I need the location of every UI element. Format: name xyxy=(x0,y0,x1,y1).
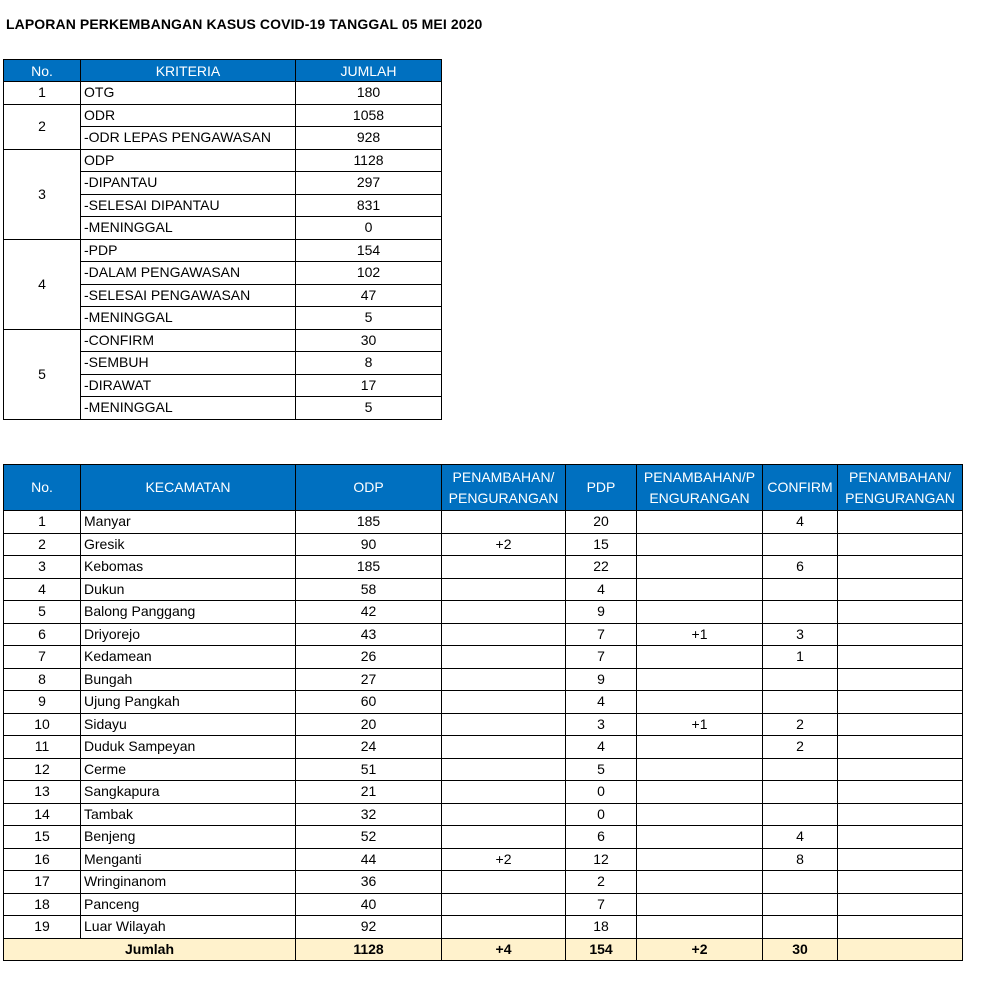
district-pdp-change xyxy=(637,848,763,871)
district-pdp-change xyxy=(637,646,763,669)
district-odp-change: +2 xyxy=(442,848,566,871)
district-no: 6 xyxy=(4,623,81,646)
district-name: Wringinanom xyxy=(81,871,296,894)
district-odp-change: +2 xyxy=(442,533,566,556)
district-confirm xyxy=(763,691,838,714)
district-no: 3 xyxy=(4,556,81,579)
criteria-label: -DALAM PENGAWASAN xyxy=(81,262,296,285)
table-row xyxy=(4,916,963,939)
district-odp: 60 xyxy=(296,691,442,714)
district-confirm: 6 xyxy=(763,556,838,579)
district-odp: 26 xyxy=(296,646,442,669)
table-row xyxy=(4,556,963,579)
district-odp: 20 xyxy=(296,713,442,736)
district-confirm-change xyxy=(838,916,963,939)
district-pdp: 7 xyxy=(566,646,637,669)
district-pdp: 5 xyxy=(566,758,637,781)
district-no: 19 xyxy=(4,916,81,939)
total-pdp: 154 xyxy=(566,938,637,961)
criteria-table xyxy=(3,59,442,420)
district-confirm xyxy=(763,781,838,804)
district-odp-change xyxy=(442,826,566,849)
district-no: 13 xyxy=(4,781,81,804)
district-confirm-change xyxy=(838,668,963,691)
criteria-value: 154 xyxy=(296,239,442,262)
criteria-value: 0 xyxy=(296,217,442,240)
criteria-label: ODP xyxy=(81,149,296,172)
district-odp-change xyxy=(442,871,566,894)
criteria-label: -DIPANTAU xyxy=(81,172,296,195)
district-no: 7 xyxy=(4,646,81,669)
criteria-value: 5 xyxy=(296,307,442,330)
header-confirm: CONFIRM xyxy=(763,465,838,511)
district-no: 17 xyxy=(4,871,81,894)
district-name: Kebomas xyxy=(81,556,296,579)
criteria-value: 17 xyxy=(296,374,442,397)
district-pdp-change xyxy=(637,556,763,579)
district-confirm-change xyxy=(838,511,963,534)
district-confirm xyxy=(763,803,838,826)
criteria-label: -DIRAWAT xyxy=(81,374,296,397)
criteria-header-row xyxy=(4,60,442,82)
criteria-value: 47 xyxy=(296,284,442,307)
district-confirm-change xyxy=(838,736,963,759)
district-pdp-change xyxy=(637,601,763,624)
district-pdp-change xyxy=(637,691,763,714)
district-odp-change xyxy=(442,556,566,579)
criteria-label: -SELESAI PENGAWASAN xyxy=(81,284,296,307)
district-name: Sangkapura xyxy=(81,781,296,804)
table-row xyxy=(4,691,963,714)
district-table-body xyxy=(4,511,963,939)
header-pdp-change-line2: ENGURANGAN xyxy=(649,489,750,506)
district-no: 10 xyxy=(4,713,81,736)
district-pdp-change xyxy=(637,668,763,691)
district-pdp: 6 xyxy=(566,826,637,849)
criteria-row xyxy=(4,149,442,172)
table-row xyxy=(4,533,963,556)
criteria-label: ODR xyxy=(81,104,296,127)
district-pdp-change xyxy=(637,916,763,939)
criteria-group-no: 3 xyxy=(4,149,81,239)
district-confirm-change xyxy=(838,691,963,714)
district-pdp: 4 xyxy=(566,691,637,714)
criteria-value: 1058 xyxy=(296,104,442,127)
district-pdp: 9 xyxy=(566,601,637,624)
district-confirm: 1 xyxy=(763,646,838,669)
district-odp: 185 xyxy=(296,511,442,534)
district-pdp: 0 xyxy=(566,781,637,804)
district-name: Driyorejo xyxy=(81,623,296,646)
district-odp-change xyxy=(442,713,566,736)
district-pdp: 7 xyxy=(566,893,637,916)
district-odp-change xyxy=(442,601,566,624)
district-confirm xyxy=(763,871,838,894)
table-row xyxy=(4,826,963,849)
criteria-value: 831 xyxy=(296,194,442,217)
district-name: Panceng xyxy=(81,893,296,916)
criteria-value: 928 xyxy=(296,127,442,150)
district-confirm: 2 xyxy=(763,713,838,736)
district-confirm-change xyxy=(838,713,963,736)
criteria-group-no: 1 xyxy=(4,82,81,105)
district-pdp: 9 xyxy=(566,668,637,691)
district-confirm-change xyxy=(838,826,963,849)
header-confirm-change xyxy=(838,465,963,511)
criteria-value: 8 xyxy=(296,352,442,375)
district-confirm xyxy=(763,893,838,916)
criteria-row xyxy=(4,104,442,127)
district-odp-change xyxy=(442,803,566,826)
district-no: 9 xyxy=(4,691,81,714)
district-pdp-change xyxy=(637,511,763,534)
table-row xyxy=(4,893,963,916)
criteria-label: -SEMBUH xyxy=(81,352,296,375)
district-odp: 92 xyxy=(296,916,442,939)
district-name: Gresik xyxy=(81,533,296,556)
criteria-label: -MENINGGAL xyxy=(81,397,296,420)
table-row xyxy=(4,758,963,781)
header-pdp-change-line1: PENAMBAHAN/P xyxy=(643,468,756,485)
district-confirm xyxy=(763,916,838,939)
district-no: 5 xyxy=(4,601,81,624)
district-odp: 58 xyxy=(296,578,442,601)
district-odp-change xyxy=(442,668,566,691)
district-name: Benjeng xyxy=(81,826,296,849)
total-pdp-change: +2 xyxy=(637,938,763,961)
table-row xyxy=(4,871,963,894)
criteria-label: OTG xyxy=(81,82,296,105)
table-row xyxy=(4,511,963,534)
table-row xyxy=(4,578,963,601)
district-odp: 24 xyxy=(296,736,442,759)
criteria-value: 297 xyxy=(296,172,442,195)
district-odp-change xyxy=(442,578,566,601)
district-no: 12 xyxy=(4,758,81,781)
district-odp-change xyxy=(442,736,566,759)
district-odp: 185 xyxy=(296,556,442,579)
district-odp: 51 xyxy=(296,758,442,781)
district-name: Menganti xyxy=(81,848,296,871)
district-odp: 90 xyxy=(296,533,442,556)
district-odp: 32 xyxy=(296,803,442,826)
district-pdp-change xyxy=(637,736,763,759)
total-label: Jumlah xyxy=(4,938,296,961)
table-row xyxy=(4,601,963,624)
total-odp: 1128 xyxy=(296,938,442,961)
criteria-group-no: 4 xyxy=(4,239,81,329)
district-table xyxy=(3,464,963,961)
district-pdp: 3 xyxy=(566,713,637,736)
district-confirm-change xyxy=(838,533,963,556)
criteria-value: 30 xyxy=(296,329,442,352)
criteria-row xyxy=(4,329,442,352)
table-row xyxy=(4,623,963,646)
district-confirm: 4 xyxy=(763,826,838,849)
district-odp-change xyxy=(442,646,566,669)
header-kriteria: KRITERIA xyxy=(81,60,296,82)
total-confirm: 30 xyxy=(763,938,838,961)
district-odp: 27 xyxy=(296,668,442,691)
district-odp-change xyxy=(442,691,566,714)
header-kecamatan: KECAMATAN xyxy=(81,465,296,511)
district-odp-change xyxy=(442,623,566,646)
district-pdp: 12 xyxy=(566,848,637,871)
district-confirm: 4 xyxy=(763,511,838,534)
district-name: Luar Wilayah xyxy=(81,916,296,939)
table-row xyxy=(4,713,963,736)
table-row xyxy=(4,668,963,691)
district-pdp: 4 xyxy=(566,736,637,759)
total-odp-change: +4 xyxy=(442,938,566,961)
district-odp: 40 xyxy=(296,893,442,916)
criteria-row xyxy=(4,82,442,105)
header-no: No. xyxy=(4,60,81,82)
district-no: 16 xyxy=(4,848,81,871)
district-name: Cerme xyxy=(81,758,296,781)
district-confirm-change xyxy=(838,758,963,781)
district-pdp-change xyxy=(637,826,763,849)
criteria-label: -SELESAI DIPANTAU xyxy=(81,194,296,217)
district-pdp-change xyxy=(637,871,763,894)
district-confirm-change xyxy=(838,623,963,646)
district-name: Dukun xyxy=(81,578,296,601)
table-row xyxy=(4,646,963,669)
district-confirm-change xyxy=(838,646,963,669)
table-row xyxy=(4,781,963,804)
header-odp-change-line2: PENGURANGAN xyxy=(448,489,559,506)
criteria-value: 180 xyxy=(296,82,442,105)
table-row xyxy=(4,848,963,871)
district-pdp: 22 xyxy=(566,556,637,579)
district-name: Sidayu xyxy=(81,713,296,736)
district-confirm-change xyxy=(838,781,963,804)
district-pdp: 20 xyxy=(566,511,637,534)
district-pdp-change xyxy=(637,533,763,556)
total-confirm-change xyxy=(838,938,963,961)
criteria-value: 102 xyxy=(296,262,442,285)
district-name: Ujung Pangkah xyxy=(81,691,296,714)
district-no: 14 xyxy=(4,803,81,826)
district-name: Manyar xyxy=(81,511,296,534)
district-odp-change xyxy=(442,758,566,781)
district-confirm xyxy=(763,533,838,556)
district-pdp: 18 xyxy=(566,916,637,939)
district-odp: 42 xyxy=(296,601,442,624)
district-pdp-change xyxy=(637,758,763,781)
district-name: Kedamean xyxy=(81,646,296,669)
district-pdp-change xyxy=(637,803,763,826)
district-odp: 36 xyxy=(296,871,442,894)
district-pdp: 7 xyxy=(566,623,637,646)
district-no: 15 xyxy=(4,826,81,849)
district-confirm: 3 xyxy=(763,623,838,646)
header-odp: ODP xyxy=(296,465,442,511)
district-confirm xyxy=(763,601,838,624)
district-no: 2 xyxy=(4,533,81,556)
criteria-label: -MENINGGAL xyxy=(81,217,296,240)
district-name: Tambak xyxy=(81,803,296,826)
district-confirm-change xyxy=(838,601,963,624)
district-confirm-change xyxy=(838,556,963,579)
district-odp-change xyxy=(442,893,566,916)
header-odp-change xyxy=(442,465,566,511)
criteria-table-body xyxy=(4,82,442,420)
district-odp-change xyxy=(442,781,566,804)
header-odp-change-line1: PENAMBAHAN/ xyxy=(452,468,555,485)
table-row xyxy=(4,803,963,826)
header-confirm-change-line2: PENGURANGAN xyxy=(845,489,955,506)
district-pdp-change: +1 xyxy=(637,713,763,736)
district-confirm-change xyxy=(838,578,963,601)
district-pdp: 4 xyxy=(566,578,637,601)
district-no: 8 xyxy=(4,668,81,691)
criteria-value: 5 xyxy=(296,397,442,420)
district-odp: 21 xyxy=(296,781,442,804)
district-pdp-change xyxy=(637,893,763,916)
district-confirm-change xyxy=(838,848,963,871)
district-odp: 44 xyxy=(296,848,442,871)
district-confirm xyxy=(763,758,838,781)
district-confirm-change xyxy=(838,871,963,894)
district-pdp-change: +1 xyxy=(637,623,763,646)
criteria-group-no: 5 xyxy=(4,329,81,419)
criteria-label: -CONFIRM xyxy=(81,329,296,352)
district-name: Duduk Sampeyan xyxy=(81,736,296,759)
criteria-value: 1128 xyxy=(296,149,442,172)
district-confirm xyxy=(763,578,838,601)
district-header-row xyxy=(4,465,963,511)
criteria-label: -ODR LEPAS PENGAWASAN xyxy=(81,127,296,150)
criteria-row xyxy=(4,239,442,262)
district-no: 4 xyxy=(4,578,81,601)
district-name: Balong Panggang xyxy=(81,601,296,624)
criteria-group-no: 2 xyxy=(4,104,81,149)
district-no: 11 xyxy=(4,736,81,759)
district-pdp-change xyxy=(637,578,763,601)
district-odp: 52 xyxy=(296,826,442,849)
district-confirm: 8 xyxy=(763,848,838,871)
report-title: LAPORAN PERKEMBANGAN KASUS COVID-19 TANGGAL 05 MEI 2020 xyxy=(6,16,483,32)
district-odp-change xyxy=(442,916,566,939)
header-no: No. xyxy=(4,465,81,511)
table-row xyxy=(4,736,963,759)
header-confirm-change-line1: PENAMBAHAN/ xyxy=(849,468,951,485)
district-odp-change xyxy=(442,511,566,534)
criteria-label: -MENINGGAL xyxy=(81,307,296,330)
header-jumlah: JUMLAH xyxy=(296,60,442,82)
district-confirm: 2 xyxy=(763,736,838,759)
district-odp: 43 xyxy=(296,623,442,646)
district-confirm-change xyxy=(838,893,963,916)
header-pdp: PDP xyxy=(566,465,637,511)
district-no: 1 xyxy=(4,511,81,534)
district-no: 18 xyxy=(4,893,81,916)
district-confirm-change xyxy=(838,803,963,826)
district-pdp: 15 xyxy=(566,533,637,556)
district-pdp-change xyxy=(637,781,763,804)
total-row xyxy=(4,938,963,961)
header-pdp-change xyxy=(637,465,763,511)
district-name: Bungah xyxy=(81,668,296,691)
criteria-label: -PDP xyxy=(81,239,296,262)
district-pdp: 0 xyxy=(566,803,637,826)
district-pdp: 2 xyxy=(566,871,637,894)
district-confirm xyxy=(763,668,838,691)
